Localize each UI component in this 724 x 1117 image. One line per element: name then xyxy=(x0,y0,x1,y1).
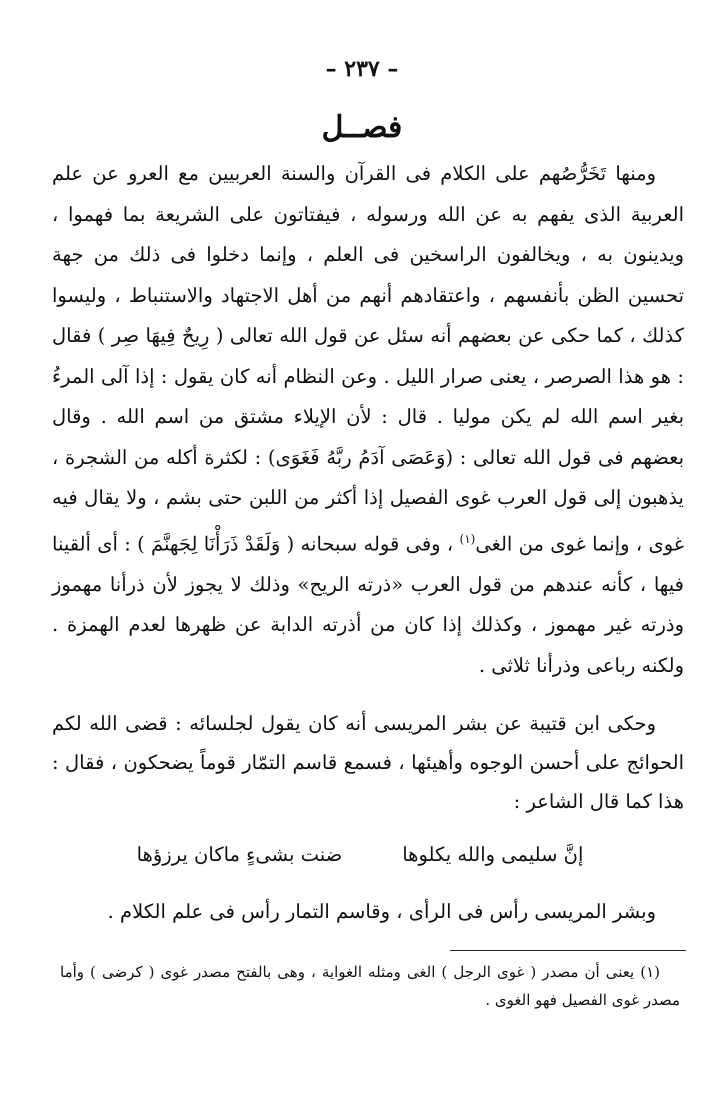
paragraph-1 xyxy=(52,154,684,686)
section-title: فصــل xyxy=(321,110,403,145)
footnote xyxy=(60,958,680,1014)
verse-hemistich-1: إنَّ سليمى والله يكلوها xyxy=(402,843,584,866)
paragraph-1-part-a: ومنها تَخَرُّصُهم على الكلام فى القرآن والسنة العربيين مع العرو عن علم العربية الذى يفهم به عن الله ورسوله ، فيفتاتون على الشريعة بما فهموا ، ويدينون به ، ويخالفون الراسخين فى العلم ، وإنما دخلوا فى ذلك من جهة تحسين الظن بأنفسهم ، واعتقادهم أنهم من أهل الاجتهاد والاستنباط ، وليسوا كذلك ، كما حكى عن بعضهم أنه سئل عن قول الله تعالى ( رِيحٌ فِيهَا صِر ) فقال : هو هذا الصرصر ، يعنى صرار الليل . وعن النظام أنه كان يقول : إذا آلى المرءُ بغير اسم الله لم يكن موليا . قال : لأن الإيلاء مشتق من اسم الله . وقال بعضهم فى قول الله تعالى : (وَعَصَى آدَمُ ربَّهُ فَغَوَى) : لكثرة أكله من الشجرة ، يذهبون إلى قول العرب غوى الفصيل إذا أكثر من اللبن حتى بشم ، ولا يقال فيه غوى ، وإنما غوى من الغى xyxy=(52,162,684,555)
poem-verse xyxy=(60,843,660,866)
footnote-divider xyxy=(450,950,686,951)
paragraph-1-part-b: ، وفى قوله سبحانه ( وَلَقَدْ ذَرَأْنَا لِجَهنَّمَ ) : أى ألقينا فيها ، كأنه عندهم من قول العرب «ذرته الريح» وذلك لا يجوز لأن ذرأنا مهموز وذرته غير مهموز ، وكذلك إذا كان من أذرته الدابة عن ظهرها لعدم الهمزة . ولكنه رباعى وذرأنا ثلاثى . xyxy=(52,532,684,677)
paragraph-2 xyxy=(52,704,684,821)
paragraph-2-text: وحكى ابن قتيبة عن بشر المريسى أنه كان يقول لجلسائه : قضى الله لكم الحوائج على أحسن الوجوه وأهيئها ، فسمع قاسم التمّار قوماً يضحكون ، فقال : هذا كما قال الشاعر : xyxy=(52,712,684,813)
footnote-text: (١) يعنى أن مصدر ( غوى الرجل ) الغى ومثله الغواية ، وهى بالفتح مصدر غوى ( كرضى ) وأما مصدر غوى الفصيل فهو الغوى . xyxy=(60,963,680,1009)
page-number: – ٢٣٧ – xyxy=(325,56,399,82)
verse-hemistich-2: ضنت بشىءٍ ماكان يرزؤها xyxy=(136,843,343,866)
footnote-marker: (١) xyxy=(459,531,476,546)
closing-line: وبشر المريسى رأس فى الرأى ، وقاسم التمار رأس فى علم الكلام . xyxy=(107,900,656,923)
paragraph-1-text xyxy=(52,154,684,686)
